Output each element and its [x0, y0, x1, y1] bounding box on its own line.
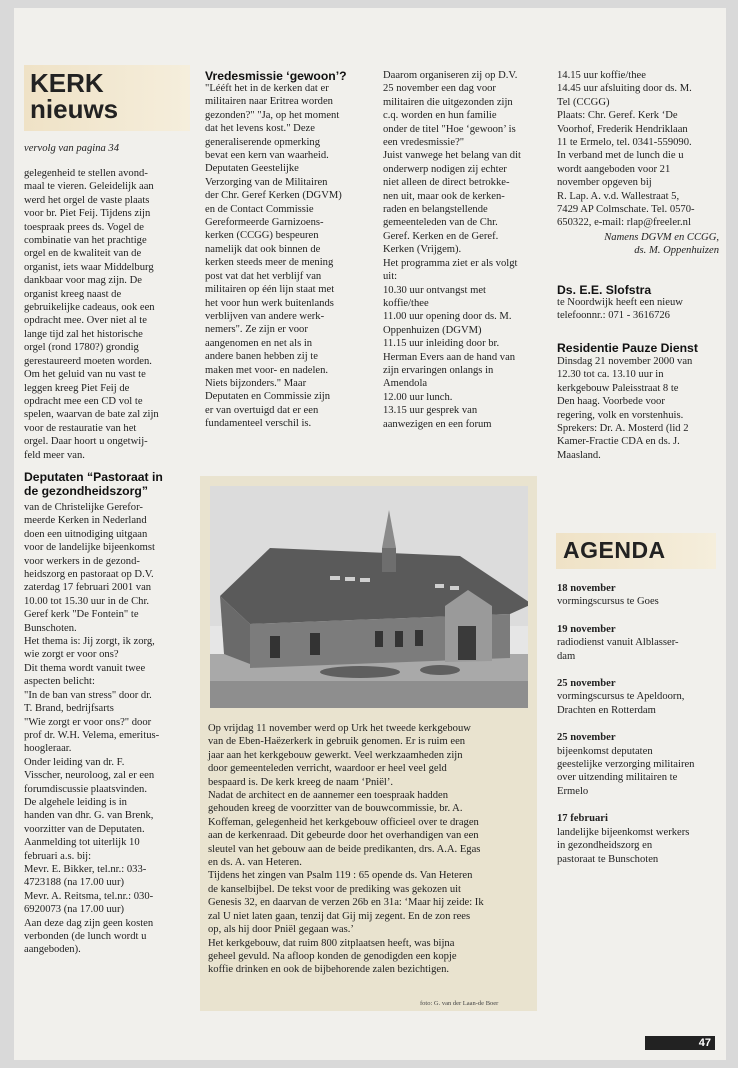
- caption-line: bespaard is. De kerk kreeg de naam ‘Pniël’.: [208, 776, 394, 788]
- col1-body2-line: 4723188 (na 17.00 uur): [24, 877, 125, 889]
- col1-body2-line: Visscher, neuroloog, zal er een: [24, 770, 155, 782]
- agenda-text: over uitzending militairen te: [557, 772, 678, 784]
- col1-line: Om het geluid van nu vast te: [24, 369, 146, 381]
- caption-line: door gemeenteleden verricht, waardoor er heel veel geld: [208, 763, 447, 775]
- slofstra-line: te Noordwijk heeft een nieuw: [557, 297, 683, 308]
- col2-line: gezonden?" "Ja, op het moment: [205, 109, 340, 121]
- page-number: 47: [645, 1036, 715, 1050]
- col2-line: Deputaten en Commissie zijn: [205, 391, 331, 403]
- col1-body2-line: voor werkers in de gezond-: [24, 555, 140, 567]
- col4-line: 11 te Ermelo, tel. 0341-559090.: [557, 137, 692, 149]
- col1-body2-line: "In de ban van stress" door dr.: [24, 689, 152, 701]
- caption-line: koffie drinken en ook de bijbehorende zalen bezichtigen.: [208, 964, 450, 976]
- col2-line: Deputaten Geestelijke: [205, 163, 299, 175]
- caption-line: aan de kerkenraad. Dit gebeurde door het overhandigen van een: [208, 830, 479, 842]
- agenda-text: bijeenkomst deputaten: [557, 745, 653, 757]
- caption-line: Nadat de architect en de aannemer een toespraak hadden: [208, 790, 448, 802]
- col1-line: leggen kreeg Piet Feij de: [24, 382, 130, 394]
- col2-line: militairen naar Eritrea worden: [205, 96, 333, 108]
- section-title-line1: KERK: [30, 68, 104, 98]
- col2-line: der Chr. Geref Kerken (DGVM): [205, 190, 342, 202]
- agenda-item: [557, 812, 722, 866]
- pauze-dienst-line: Maasland.: [557, 449, 601, 461]
- column-3: [383, 69, 553, 431]
- signature: [557, 231, 719, 258]
- col1-body2-line: hoogleraar.: [24, 743, 72, 755]
- col3-line: uit:: [383, 271, 398, 283]
- col1-line: werd het orgel de vaste plaats: [24, 194, 150, 206]
- agenda-item: [557, 582, 722, 609]
- col1-body2-line: voor de landelijke bijeenkomst: [24, 542, 155, 554]
- col3-line: Geref. Kerken en de Geref.: [383, 230, 499, 242]
- pauze-dienst-line: regering, volk en vorstenhuis.: [557, 409, 684, 421]
- col4-line: 650322, e-mail: rlap@freeler.nl: [557, 217, 691, 229]
- col1-body2-line: Dit thema wordt vanuit twee: [24, 662, 146, 674]
- col1-line: orgel en de kwaliteit van de: [24, 248, 142, 260]
- col2-line: er van overtuigd dat er een: [205, 404, 319, 416]
- pauze-dienst-line: Kamer-Fractie CDA en ds. J.: [557, 436, 680, 448]
- col3-line: raden en belangstellende: [383, 204, 488, 216]
- agenda-text: radiodienst vanuit Alblasser-: [557, 637, 679, 649]
- col2-line: generaliserende opmerking: [205, 136, 321, 148]
- col1-body2-line: van de Christelijke Gerefor-: [24, 502, 143, 513]
- agenda-item: [557, 623, 722, 663]
- col1-body2-line: zaterdag 17 februari 2001 van: [24, 582, 152, 594]
- col3-line: een vredesmissie?": [383, 137, 465, 149]
- col1-body2-line: "Wie zorgt er voor ons?" door: [24, 716, 152, 728]
- col2-line: Gereformeerde Garnizoens-: [205, 217, 324, 229]
- col2-line: post vat dat het verblijf van: [205, 270, 322, 282]
- agenda-text: vormingscursus te Goes: [557, 596, 659, 608]
- col1-body2-line: prof dr. W.H. Velema, emeritus-: [24, 729, 160, 741]
- agenda-list: [557, 582, 722, 880]
- col1-line: gerestaureerd moeten worden.: [24, 355, 152, 367]
- col1-body2-line: Bunschoten.: [24, 622, 77, 634]
- col1-body2-line: 6920073 (na 17.00 uur): [24, 904, 125, 916]
- col4-line: R. Lap. A. v.d. Wallestraat 5,: [557, 190, 680, 202]
- col1-body2-line: aangeboden).: [24, 944, 81, 956]
- pauze-dienst-line: 12.30 tot ca. 13.10 uur in: [557, 369, 664, 381]
- col2-line: Verzorging van de Militairen: [205, 176, 328, 188]
- col2-line: maken met voor- en nadelen.: [205, 364, 329, 376]
- col1-heading-line1: Deputaten “Pastoraat in: [24, 470, 163, 484]
- caption-line: Koffeman, gelegenheid het kerkgebouw officieel over te dragen: [208, 816, 479, 828]
- col1-body2-line: verbonden (de lunch wordt u: [24, 931, 147, 942]
- church-photo: [210, 486, 528, 708]
- col1-body2-line: aspecten belicht:: [24, 676, 95, 688]
- col1-body2-line: februari a.s. bij:: [24, 850, 92, 862]
- col2-line: kerken steeds meer de mening: [205, 257, 334, 269]
- col1-line: organist kreeg naast de: [24, 288, 122, 300]
- agenda-text: vormingscursus te Apeldoorn,: [557, 691, 685, 703]
- col1-body2-line: voorzitter van de Deputaten.: [24, 823, 145, 835]
- column-1: [24, 167, 194, 462]
- col1-body2-line: meerde Kerken in Nederland: [24, 515, 147, 527]
- agenda-text: landelijke bijeenkomst werkers: [557, 826, 690, 838]
- agenda-date: 18 november: [557, 583, 616, 594]
- pauze-dienst-line: Den haag. Voorbede voor: [557, 396, 665, 408]
- col2-line: militairen op één lijn staat met: [205, 284, 335, 296]
- col1-line: gelegenheid te stellen avond-: [24, 168, 148, 179]
- column-4: [557, 69, 722, 230]
- col3-line: onderwerp nodigen zij echter: [383, 163, 507, 175]
- slofstra-body: [557, 296, 722, 323]
- col4-line: Voorhof, Frederik Hendriklaan: [557, 123, 688, 135]
- col1-line: dankbaar voor mag zijn. De: [24, 275, 142, 287]
- col1-body2-line: Het thema is: Jij zorgt, ik zorg,: [24, 636, 155, 648]
- church-building-image: [210, 486, 528, 708]
- continued-note: vervolg van pagina 34: [24, 143, 120, 154]
- pauze-dienst-body: [557, 355, 722, 462]
- col1-body2-line: Geref kerk "De Fontein" te: [24, 609, 139, 621]
- caption-line: gehouden kreeg de voorzitter van de bouwcommissie, br. A.: [208, 803, 463, 815]
- col4-line: 14.15 uur koffie/thee: [557, 70, 646, 81]
- col1-heading-line2: de gezondheidszorg”: [24, 484, 148, 498]
- caption-line: Op vrijdag 11 november werd op Urk het tweede kerkgebouw: [208, 723, 471, 734]
- caption-line: Het kerkgebouw, dat ruim 800 zitplaatsen heeft, was bijna: [208, 937, 455, 949]
- caption-line: Genesis 32, en daarvan de verzen 26b en 31a: ‘Maar hij zeide: Ik: [208, 897, 484, 909]
- col4-line: Tel (CCGG): [557, 96, 610, 108]
- col3-line: 11.00 uur opening door ds. M.: [383, 311, 512, 323]
- col1-body2-line: Mevr. E. Bikker, tel.nr.: 033-: [24, 863, 147, 875]
- column-2: [205, 82, 375, 431]
- col3-line: Oppenhuizen (DGVM): [383, 324, 482, 336]
- section-title: [30, 70, 118, 122]
- col3-line: nen uit, maar ook de kerken-: [383, 190, 505, 202]
- caption-line: op, als hij door Pniël gegaan was.’: [208, 924, 354, 936]
- col2-line: nemers". Ze zijn er voor: [205, 324, 308, 336]
- signature-line1: Namens DGVM en CCGG,: [604, 232, 719, 243]
- col4-line: 14.45 uur afsluiting door ds. M.: [557, 83, 692, 95]
- agenda-text: dam: [557, 650, 576, 662]
- col3-line: Amendola: [383, 378, 428, 390]
- col1-line: gebruikelijke cadeaus, ook een: [24, 302, 155, 314]
- caption-line: zal U niet laten gaan, tenzij dat Gij mij zegent. En de zon rees: [208, 910, 471, 922]
- col1-line: organist, iets waar Middelburg: [24, 261, 154, 273]
- col3-line: militairen die uitgezonden zijn: [383, 96, 513, 108]
- col2-line: kerken (CCGG) bespeuren: [205, 230, 319, 242]
- col2-line: verblijven van andere werk-: [205, 310, 325, 322]
- agenda-date: 19 november: [557, 623, 616, 635]
- pauze-dienst-line: kerkgebouw Paleisstraat 8 te: [557, 382, 679, 394]
- col1-line: combinatie van het prachtige: [24, 235, 147, 247]
- caption-line: jaar aan het kerkgebouw gewerkt. Veel werkzaamheden zijn: [208, 749, 463, 761]
- col1-line: voor br. Piet Feij. Tijdens zijn: [24, 208, 151, 220]
- col1-line: toespraak prees ds. Vogel de: [24, 221, 144, 233]
- agenda-text: Drachten en Rotterdam: [557, 704, 656, 716]
- pauze-dienst-line: Sprekers: Dr. A. Mosterd (lid 2: [557, 423, 689, 435]
- col2-line: andere banen hebben zij te: [205, 351, 318, 363]
- col3-line: onder de titel "Hoe ‘gewoon’ is: [383, 123, 516, 135]
- col2-line: Niets bijzonders." Maar: [205, 377, 307, 389]
- col2-line: dat het levens kost." Deze: [205, 123, 315, 135]
- col3-line: aanwezigen en een forum: [383, 418, 492, 430]
- col1-body2-line: 10.00 tot 15.30 uur in de Chr.: [24, 595, 150, 607]
- col3-line: Kerken (Vrijgem).: [383, 244, 462, 256]
- column-1-body2: [24, 501, 196, 957]
- col2-line: aangenomen en net als in: [205, 337, 313, 349]
- col1-line: opdracht mee. Over niet al te: [24, 315, 147, 327]
- col2-line: het voor hun werk buitenlands: [205, 297, 334, 309]
- col1-heading: [24, 470, 199, 498]
- col3-line: koffie/thee: [383, 297, 429, 309]
- caption-line: Tijdens het zingen van Psalm 119 : 65 opende ds. Van Heteren: [208, 870, 473, 882]
- col1-line: voor de restauratie van het: [24, 422, 137, 434]
- agenda-date: 17 februari: [557, 813, 608, 825]
- col1-line: opdracht mee een CD vol te: [24, 395, 143, 407]
- col4-line: In verband met de lunch die u: [557, 150, 684, 162]
- col4-line: wordt aangeboden voor 21: [557, 163, 671, 175]
- signature-line2: ds. M. Oppenhuizen: [634, 245, 719, 257]
- col1-body2-line: wie zorgt er voor ons?: [24, 649, 119, 661]
- col2-line: namelijk dat ook binnen de: [205, 243, 321, 255]
- agenda-date: 25 november: [557, 678, 616, 690]
- col1-body2-line: Onder leiding van dr. F.: [24, 756, 125, 768]
- col1-line: feld meer van.: [24, 449, 85, 461]
- col2-line: fundamenteel verschil is.: [205, 418, 312, 430]
- col3-line: Juist vanwege het belang van dit: [383, 150, 521, 162]
- col2-line: "Lééft het in de kerken dat er: [205, 83, 329, 94]
- agenda-text: Ermelo: [557, 785, 589, 797]
- col1-line: orgel (rond 1780?) grondig: [24, 342, 139, 354]
- col1-line: maal te vieren. Geleidelijk aan: [24, 181, 154, 193]
- col2-line: bevat een kern van waarheid.: [205, 150, 329, 162]
- col3-line: gemeenteleden van de Chr.: [383, 217, 498, 229]
- col3-line: niet alleen de direct betrokke-: [383, 177, 510, 189]
- caption-line: van de Eben-Haëzerkerk in gebruik genomen. Er is ruim een: [208, 736, 466, 748]
- col2-heading: Vredesmissie ‘gewoon’?: [205, 69, 347, 83]
- col1-body2-line: forumdiscussie plaatsvinden.: [24, 783, 147, 795]
- col1-body2-line: handen van dhr. G. van Brenk,: [24, 810, 154, 822]
- col1-body2-line: T. Brand, bedrijfsarts: [24, 703, 114, 715]
- col1-body2-line: Mevr. A. Reitsma, tel.nr.: 030-: [24, 890, 154, 902]
- col3-line: Herman Evers aan de hand van: [383, 351, 516, 363]
- col3-line: 25 november een dag voor: [383, 83, 496, 95]
- agenda-text: geestelijke verzorging militairen: [557, 759, 695, 771]
- col3-line: 13.15 uur gesprek van: [383, 405, 478, 417]
- col1-body2-line: Aanmelding tot uiterlijk 10: [24, 837, 140, 849]
- col1-body2-line: doen een uitnodiging uitgaan: [24, 528, 148, 540]
- agenda-title: AGENDA: [563, 537, 666, 563]
- agenda-text: pastoraat te Bunschoten: [557, 853, 659, 865]
- pauze-dienst-heading: Residentie Pauze Dienst: [557, 341, 698, 355]
- slofstra-line: telefoonnr.: 071 - 3616726: [557, 310, 670, 322]
- col1-body2-line: Aan deze dag zijn geen kosten: [24, 917, 154, 929]
- col3-line: c.q. worden en hun familie: [383, 110, 497, 122]
- col1-line: lange tijd zal het historische: [24, 328, 143, 340]
- pauze-dienst-line: Dinsdag 21 november 2000 van: [557, 356, 693, 367]
- photo-caption: [208, 722, 532, 977]
- col1-body2-line: heidszorg en pastoraat op D.V.: [24, 569, 154, 581]
- agenda-item: [557, 677, 722, 717]
- caption-line: geheel gevuld. Na afloop konden de genodigden een kopje: [208, 950, 457, 962]
- col3-line: Het programma ziet er als volgt: [383, 257, 518, 269]
- slofstra-heading: Ds. E.E. Slofstra: [557, 283, 652, 297]
- col1-line: spelen, waarvan de bate zal zijn: [24, 409, 159, 421]
- col3-line: 10.30 uur ontvangst met: [383, 284, 486, 296]
- col2-line: en de Contact Commissie: [205, 203, 314, 215]
- col4-line: 7429 AP Colmschate. Tel. 0570-: [557, 204, 695, 216]
- agenda-date: 25 november: [557, 732, 616, 744]
- col3-line: 12.00 uur lunch.: [383, 391, 453, 403]
- caption-line: sleutel van het gebouw aan de beide predikanten, drs. A.A. Egas: [208, 843, 481, 855]
- agenda-item: [557, 731, 722, 798]
- caption-line: de kanselbijbel. De tekst voor de prediking was gekozen uit: [208, 883, 462, 895]
- col3-line: zijn ervaringen onlangs in: [383, 364, 494, 376]
- caption-line: en ds. A. van Heteren.: [208, 857, 302, 869]
- agenda-text: in gezondheidszorg en: [557, 840, 653, 852]
- section-title-line2: nieuws: [30, 94, 119, 124]
- col3-line: Daarom organiseren zij op D.V.: [383, 70, 518, 81]
- col1-line: orgel. Daar hoort u ongetwij-: [24, 436, 148, 448]
- photo-credit: foto: G. van der Laan-de Boer: [420, 1000, 499, 1007]
- col3-line: 11.15 uur inleiding door br.: [383, 338, 500, 350]
- col1-body2-line: De algehele leiding is in: [24, 796, 127, 808]
- col4-line: november opgeven bij: [557, 177, 652, 189]
- col4-line: Plaats: Chr. Geref. Kerk ‘De: [557, 110, 678, 122]
